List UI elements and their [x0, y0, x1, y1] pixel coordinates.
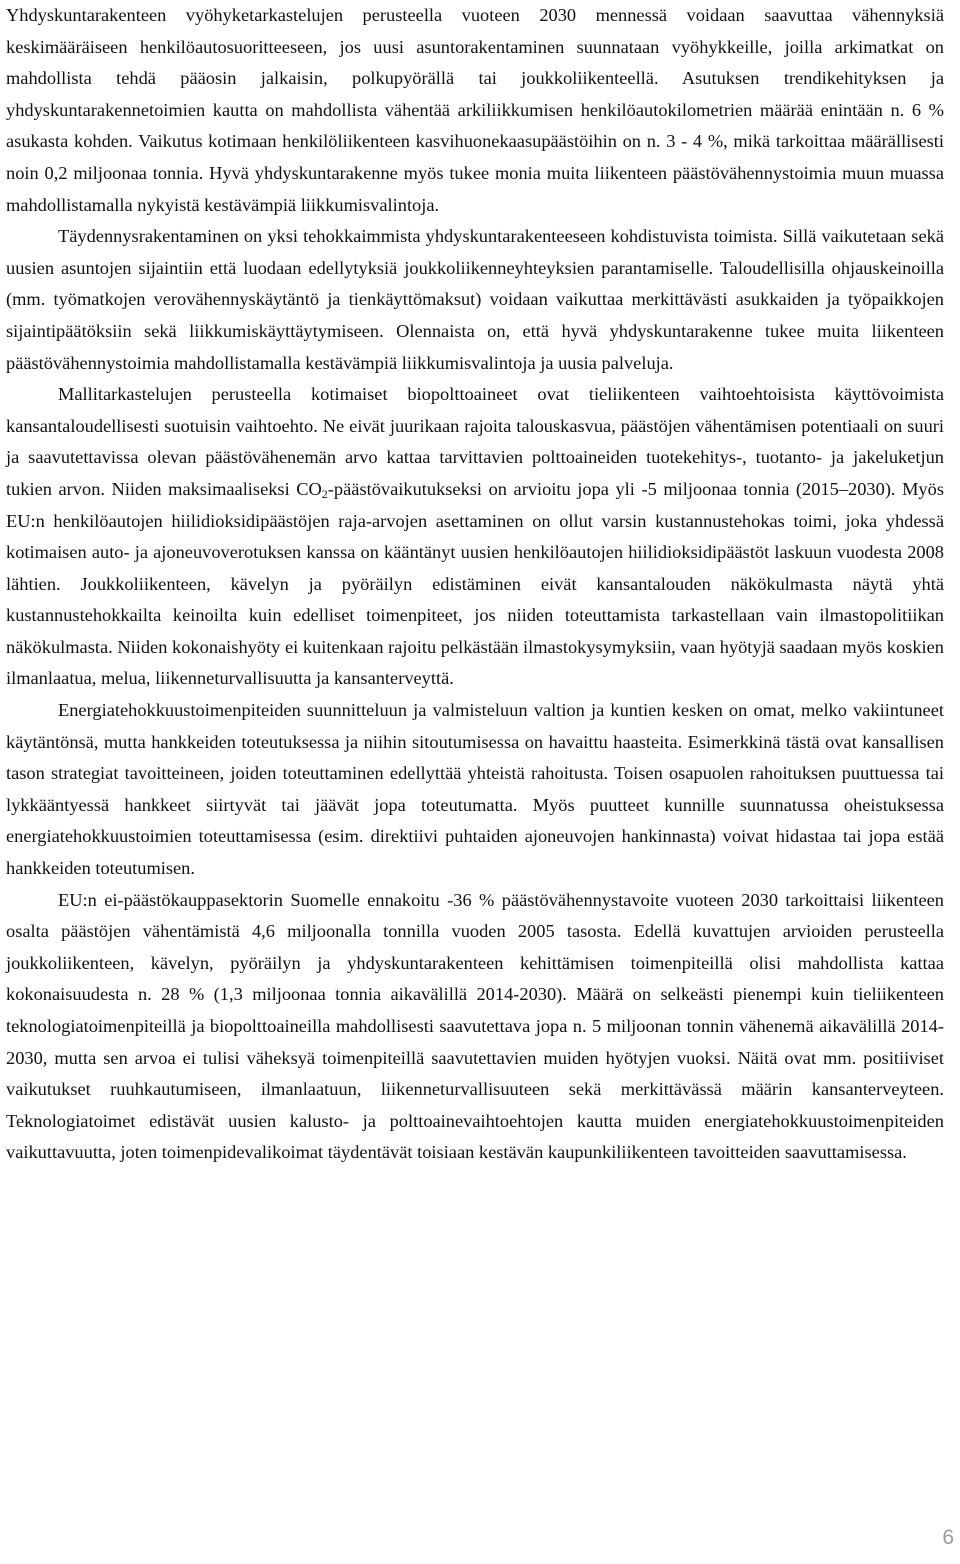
- paragraph-biofuels-part-1: Mallitarkastelujen perusteella kotimaiset biopolttoaineet ovat tieliikenteen vaihtoehtoisista käyttövoimista kansantaloudellisesti suotuisin vaihtoehto. Ne eivät juurikaan rajoita talouskasvua, päästöjen vähentämisen potentiaali on suuri ja saavutettavissa olevan päästövähenemän arvo kattaa tarvittavien polttoaineiden tuotekehitys-, tuotanto- ja jakeluketjun tukien arvon. Niiden maksimaaliseksi CO: [6, 384, 944, 499]
- paragraph-infill-construction: Täydennysrakentaminen on yksi tehokkaimmista yhdyskuntarakenteeseen kohdistuvista toimista. Sillä vaikutetaan sekä uusien asuntojen sijaintiin että luodaan edellytyksiä joukkoliikenneyhteyksien parantamiselle. Taloudellisilla ohjauskeinoilla (mm. työmatkojen verovähennyskäytäntö ja tienkäyttömaksut) voidaan vaikuttaa merkittävästi asukkaiden ja työpaikkojen sijaintipäätöksiin sekä liikkumiskäyttäytymiseen. Olennaista on, että hyvä yhdyskuntarakenne tukee muita liikenteen päästövähennystoimia mahdollistamalla kestävämpiä liikkumisvalintoja ja uusia palveluja.: [6, 226, 944, 373]
- paragraph-biofuels: [6, 379, 944, 695]
- document-page: [6, 0, 944, 1169]
- co2-subscript: 2: [321, 486, 328, 501]
- page-number: 6: [942, 1526, 954, 1549]
- paragraph-biofuels-part-2: -päästövaikutukseksi on arvioitu jopa yli -5 miljoonaa tonnia (2015–2030). Myös EU:n henkilöautojen hiilidioksidipäästöjen raja-arvojen asettaminen on ollut varsin kustannustehokas toimi, joka yhdessä kotimaisen auto- ja ajoneuvoverotuksen kanssa on kääntänyt uusien henkilöautojen hiilidioksidipäästöt laskuun vuodesta 2008 lähtien. Joukkoliikenteen, kävelyn ja pyöräilyn edistäminen eivät kansantalouden näkökulmasta näytä yhtä kustannustehokkailta keinoilta kuin edelliset toimenpiteet, jos niiden toteuttamista tarkastellaan vain ilmastopolitiikan näkökulmasta. Niiden kokonaishyöty ei kuitenkaan rajoitu pelkästään ilmastokysymyksiin, vaan hyötyjä saadaan myös koskien ilmanlaatua, melua, liikenneturvallisuutta ja kansanterveyttä.: [6, 478, 944, 689]
- paragraph-eu-target: EU:n ei-päästökauppasektorin Suomelle ennakoitu -36 % päästövähennystavoite vuoteen 2030 tarkoittaisi liikenteen osalta päästöjen vähentämistä 4,6 miljoonalla tonnilla vuoden 2005 tasosta. Edellä kuvattujen arvioiden perusteella joukkoliikenteen, kävelyn, pyöräilyn ja yhdyskuntarakenteen kehittämisen toimenpiteillä olisi mahdollista kattaa kokonaisuudesta n. 28 % (1,3 miljoonaa tonnia aikavälillä 2014-2030). Määrä on selkeästi pienempi kuin tieliikenteen teknologiatoimenpiteillä ja biopolttoaineilla mahdollisesti saavutettava jopa n. 5 miljoonan tonnin vähenemä aikavälillä 2014-2030, mutta sen arvoa ei tulisi väheksyä toimenpiteillä saavutettavien muiden hyötyjen vuoksi. Näitä ovat mm. positiiviset vaikutukset ruuhkautumiseen, ilmanlaatuun, liikenneturvallisuuteen sekä merkittävässä määrin kansanterveyteen. Teknologiatoimet edistävät uusien kalusto- ja polttoainevaihtoehtojen kautta muiden energiatehokkuustoimenpiteiden vaikuttavuutta, joten toimenpidevalikoimat täydentävät toisiaan kestävän kaupunkiliikenteen tavoitteiden saavuttamisessa.: [6, 889, 944, 1163]
- paragraph-energy-efficiency: Energiatehokkuustoimenpiteiden suunnitteluun ja valmisteluun valtion ja kuntien kesken on omat, melko vakiintuneet käytäntönsä, mutta hankkeiden toteutuksessa ja niihin sitoutumisessa on havaittu haasteita. Esimerkkinä tästä ovat kansallisen tason strategiat tavoitteineen, joiden toteuttaminen edellyttää yhteistä rahoitusta. Toisen osapuolen rahoituksen puuttuessa tai lykkääntyessä hankkeet siirtyvät tai jäävät jopa toteutumatta. Myös puutteet kunnille suunnatussa oheistuksessa energiatehokkuustoimien toteuttamisessa (esim. direktiivi puhtaiden ajoneuvojen hankinnasta) voivat hidastaa tai jopa estää hankkeiden toteutumisen.: [6, 700, 944, 879]
- paragraph-urban-structure: Yhdyskuntarakenteen vyöhyketarkastelujen perusteella vuoteen 2030 mennessä voidaan saavuttaa vähennyksiä keskimääräiseen henkilöautosuoritteeseen, jos uusi asuntorakentaminen suunnataan vyöhykkeille, joilla arkimatkat on mahdollista tehdä pääosin jalkaisin, polkupyörällä tai joukkoliikenteellä. Asutuksen trendikehityksen ja yhdyskuntarakennetoimien kautta on mahdollista vähentää arkiliikkumisen henkilöautokilometrien määrää enintään n. 6 % asukasta kohden. Vaikutus kotimaan henkilöliikenteen kasvihuonekaasupäästöihin on n. 3 - 4 %, mikä tarkoittaa määrällisesti noin 0,2 miljoonaa tonnia. Hyvä yhdyskuntarakenne myös tukee monia muita liikenteen päästövähennystoimia muun muassa mahdollistamalla nykyistä kestävämpiä liikkumisvalintoja.: [6, 5, 944, 215]
